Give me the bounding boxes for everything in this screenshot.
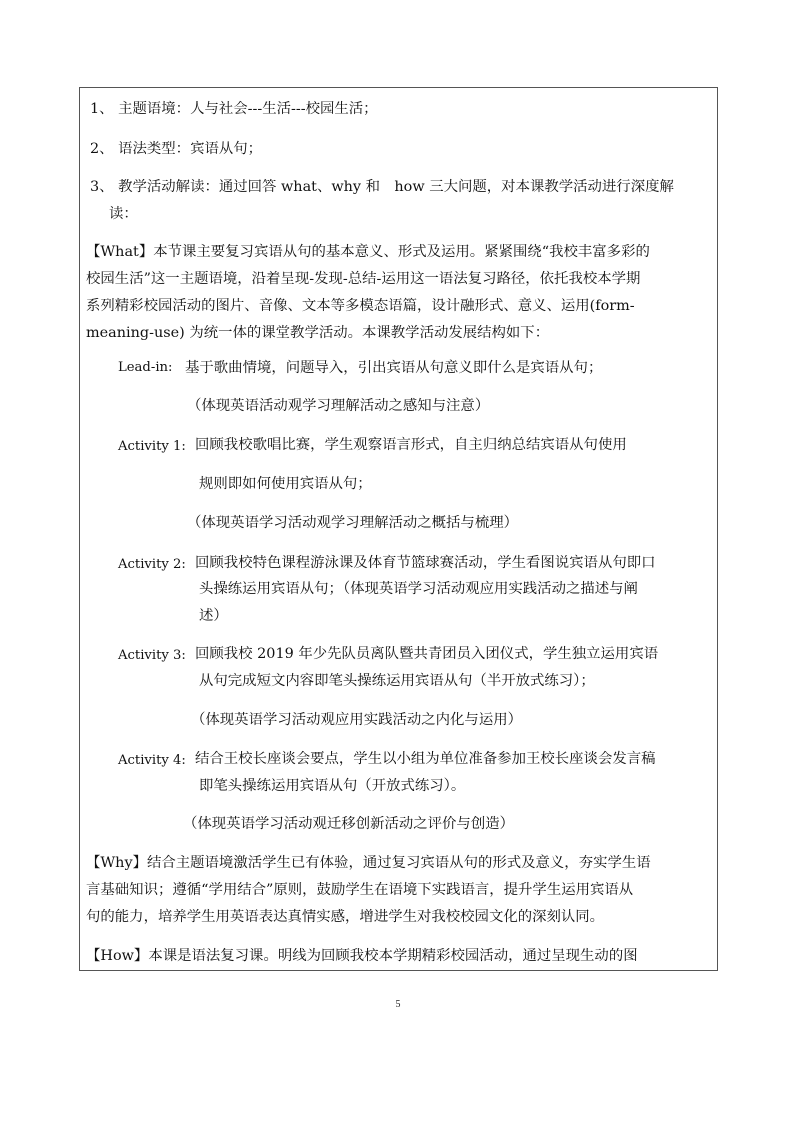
item-grammar-type: 2、 语法类型：宾语从句； <box>90 141 263 157</box>
what-paragraph-line2: 校园生活”这一主题语境，沿着呈现-发现-总结-运用这一语法复习路径，依托我校本学期 <box>86 271 641 287</box>
activity1-note: （体现英语学习活动观学习理解活动之概括与梳理） <box>187 515 518 531</box>
activity2-line2: 头操练运用宾语从句；（体现英语学习活动观应用实践活动之描述与阐 <box>199 581 638 597</box>
activity1-line2: 规则即如何使用宾语从句； <box>199 476 372 492</box>
item-activity-interpretation-line1: 3、 教学活动解读：通过回答 what、why 和 how 三大问题，对本课教学活动进行深度解 <box>90 179 674 195</box>
what-paragraph-line3: 系列精彩校园活动的图片、音像、文本等多模态语篇，设计融形式、意义、运用(form- <box>86 298 635 314</box>
activity4-line2: 即笔头操练运用宾语从句（开放式练习）。 <box>199 778 466 794</box>
why-paragraph-line1: 【Why】结合主题语境激活学生已有体验，通过复习宾语从句的形式及意义，夯实学生语 <box>86 855 651 871</box>
leadin-note: （体现英语活动观学习理解活动之感知与注意） <box>187 398 490 414</box>
why-paragraph-line3: 句的能力，培养学生用英语表达真情实感，增进学生对我校校园文化的深刻认同。 <box>86 909 605 925</box>
leadin-label: Lead-in: <box>118 360 173 375</box>
activity3-line2: 从句完成短文内容即笔头操练运用宾语从句（半开放式练习）； <box>199 673 595 689</box>
activity4-note: （体现英语学习活动观迁移创新活动之评价与创造） <box>183 816 514 832</box>
page-number: 5 <box>395 999 401 1010</box>
activity1-label: Activity 1: <box>118 439 186 454</box>
activity3-note: （体现英语学习活动观应用实践活动之内化与运用） <box>191 712 522 728</box>
document-table-cell <box>79 87 718 971</box>
what-paragraph-line1: 【What】本节课主要复习宾语从句的基本意义、形式及运用。紧紧围绕“我校丰富多彩的 <box>86 244 650 260</box>
activity3-line1: 回顾我校 2019 年少先队员离队暨共青团员入团仪式，学生独立运用宾语 <box>195 646 659 662</box>
activity3-label: Activity 3: <box>118 648 186 663</box>
activity1-line1: 回顾我校歌唱比赛，学生观察语言形式，自主归纳总结宾语从句使用 <box>195 437 627 453</box>
activity2-line3: 述） <box>199 608 228 624</box>
activity2-label: Activity 2: <box>118 557 186 572</box>
leadin-text: 基于歌曲情境，问题导入，引出宾语从句意义即什么是宾语从句； <box>185 360 603 376</box>
why-paragraph-line2: 言基础知识；遵循“学用结合”原则，鼓励学生在语境下实践语言，提升学生运用宾语从 <box>86 882 634 898</box>
activity2-line1: 回顾我校特色课程游泳课及体育节篮球赛活动，学生看图说宾语从句即口 <box>195 555 656 571</box>
activity4-label: Activity 4: <box>118 753 186 768</box>
what-paragraph-line4: meaning-use) 为统一体的课堂教学活动。本课教学活动发展结构如下： <box>86 325 550 341</box>
document-content <box>80 88 718 971</box>
activity4-line1: 结合王校长座谈会要点，学生以小组为单位准备参加王校长座谈会发言稿 <box>195 751 656 767</box>
item-theme-context: 1、 主题语境：人与社会---生活---校园生活； <box>90 101 378 117</box>
how-paragraph-line1: 【How】本课是语法复习课。明线为回顾我校本学期精彩校园活动，通过呈现生动的图 <box>86 948 638 964</box>
item-activity-interpretation-line2: 读： <box>109 206 138 222</box>
